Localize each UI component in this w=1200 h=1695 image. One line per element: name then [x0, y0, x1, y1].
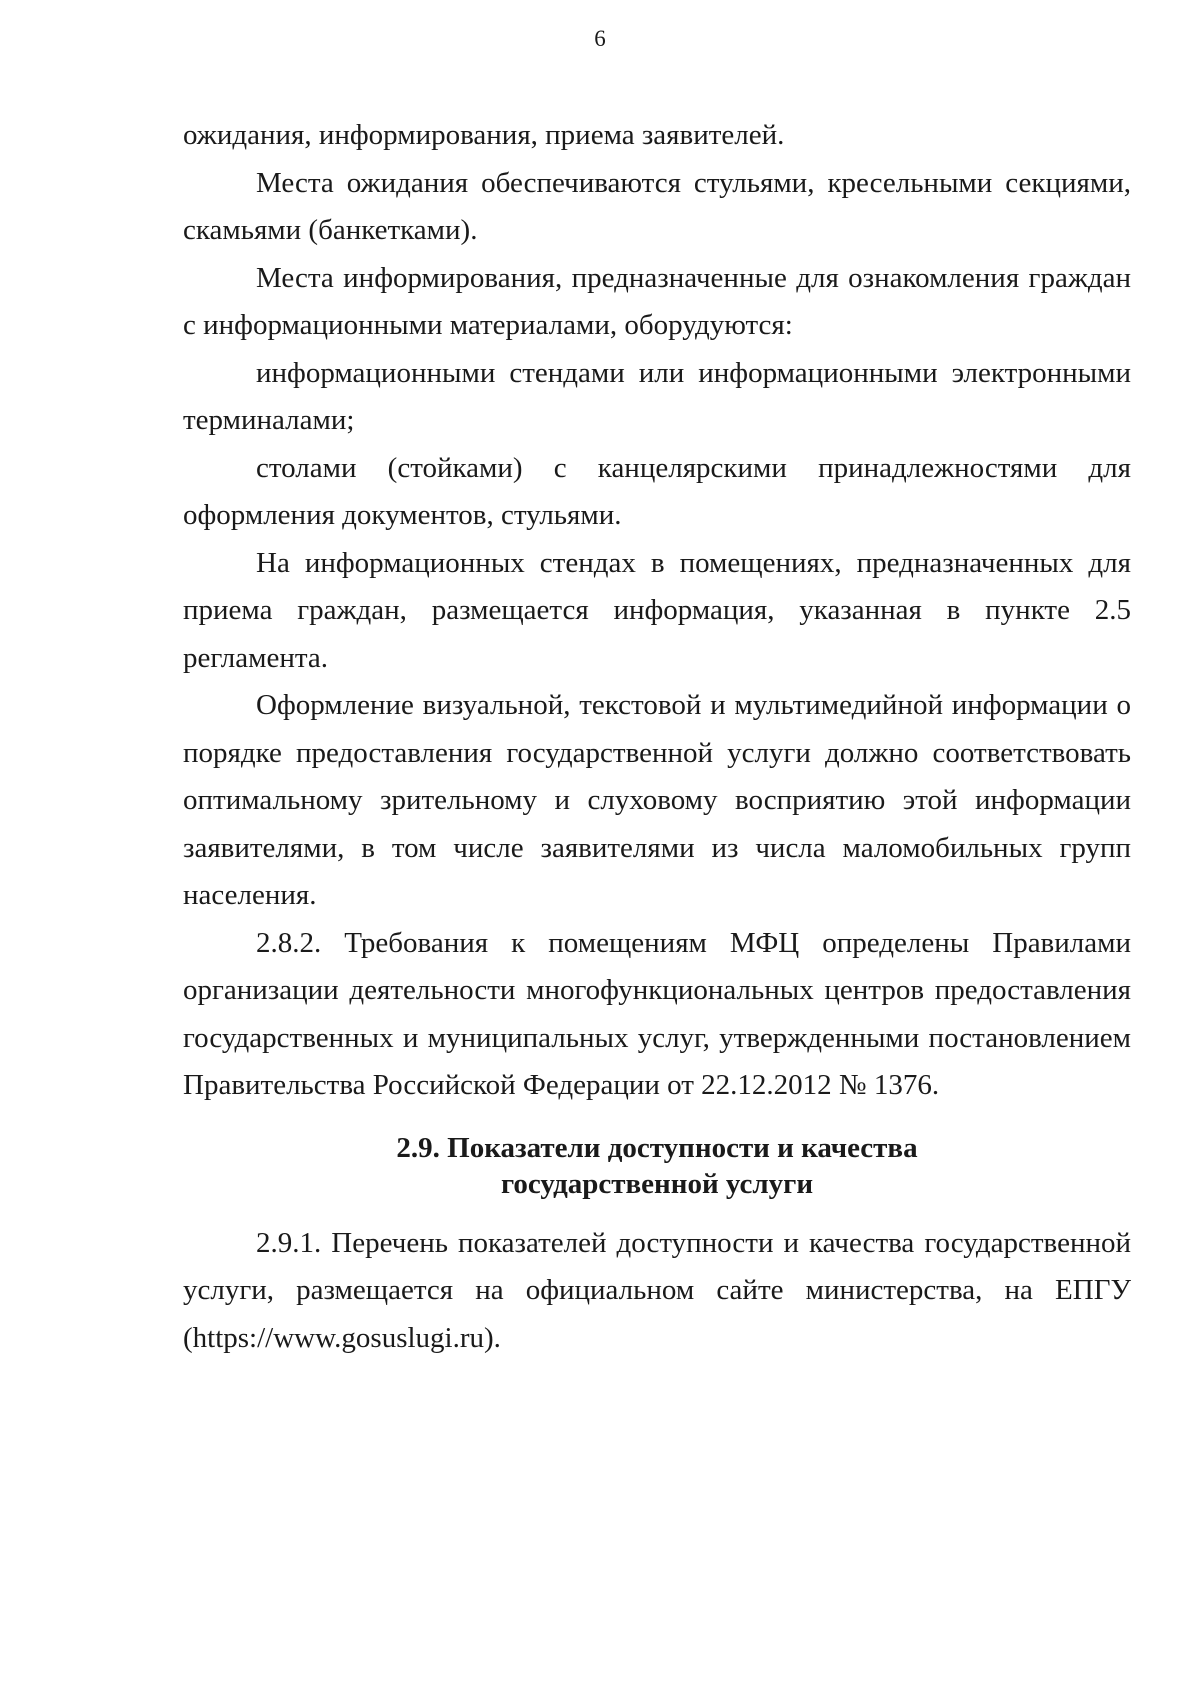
- paragraph: ожидания, информирования, приема заявителей.: [183, 119, 785, 151]
- paragraph: Места информирования, предназначенные для ознакомления граждан с информационными материалами, оборудуются:: [183, 261, 1131, 341]
- document-body: [183, 112, 1131, 1362]
- section-heading: [183, 1130, 1131, 1202]
- paragraph: 2.9.1. Перечень показателей доступности и качества государственной услуги, размещается на официальном сайте министерства, на ЕПГУ (https://www.gosuslugi.ru).: [183, 1226, 1131, 1354]
- paragraph: Оформление визуальной, текстовой и мультимедийной информации о порядке предоставления государственной услуги должно соответствовать оптимальному зрительному и слуховому восприятию этой информации заявителями, в том числе заявителями из числа маломобильных групп населения.: [183, 689, 1131, 911]
- paragraph: 2.8.2. Требования к помещениям МФЦ определены Правилами организации деятельности многофункциональных центров предоставления государственных и муниципальных услуг, утвержденными постановлением Правительства Российской Федерации от 22.12.2012 № 1376.: [183, 926, 1131, 1101]
- paragraph: На информационных стендах в помещениях, предназначенных для приема граждан, размещается информация, указанная в пункте 2.5 регламента.: [183, 546, 1131, 674]
- paragraph: Места ожидания обеспечиваются стульями, кресельными секциями, скамьями (банкетками).: [183, 166, 1131, 246]
- section-heading-line: 2.9. Показатели доступности и качества: [396, 1131, 918, 1164]
- paragraph: столами (стойками) с канцелярскими принадлежностями для оформления документов, стульями.: [183, 451, 1131, 531]
- paragraph: информационными стендами или информационными электронными терминалами;: [183, 356, 1131, 436]
- section-heading-line: государственной услуги: [500, 1167, 814, 1200]
- page-number: 6: [594, 26, 606, 51]
